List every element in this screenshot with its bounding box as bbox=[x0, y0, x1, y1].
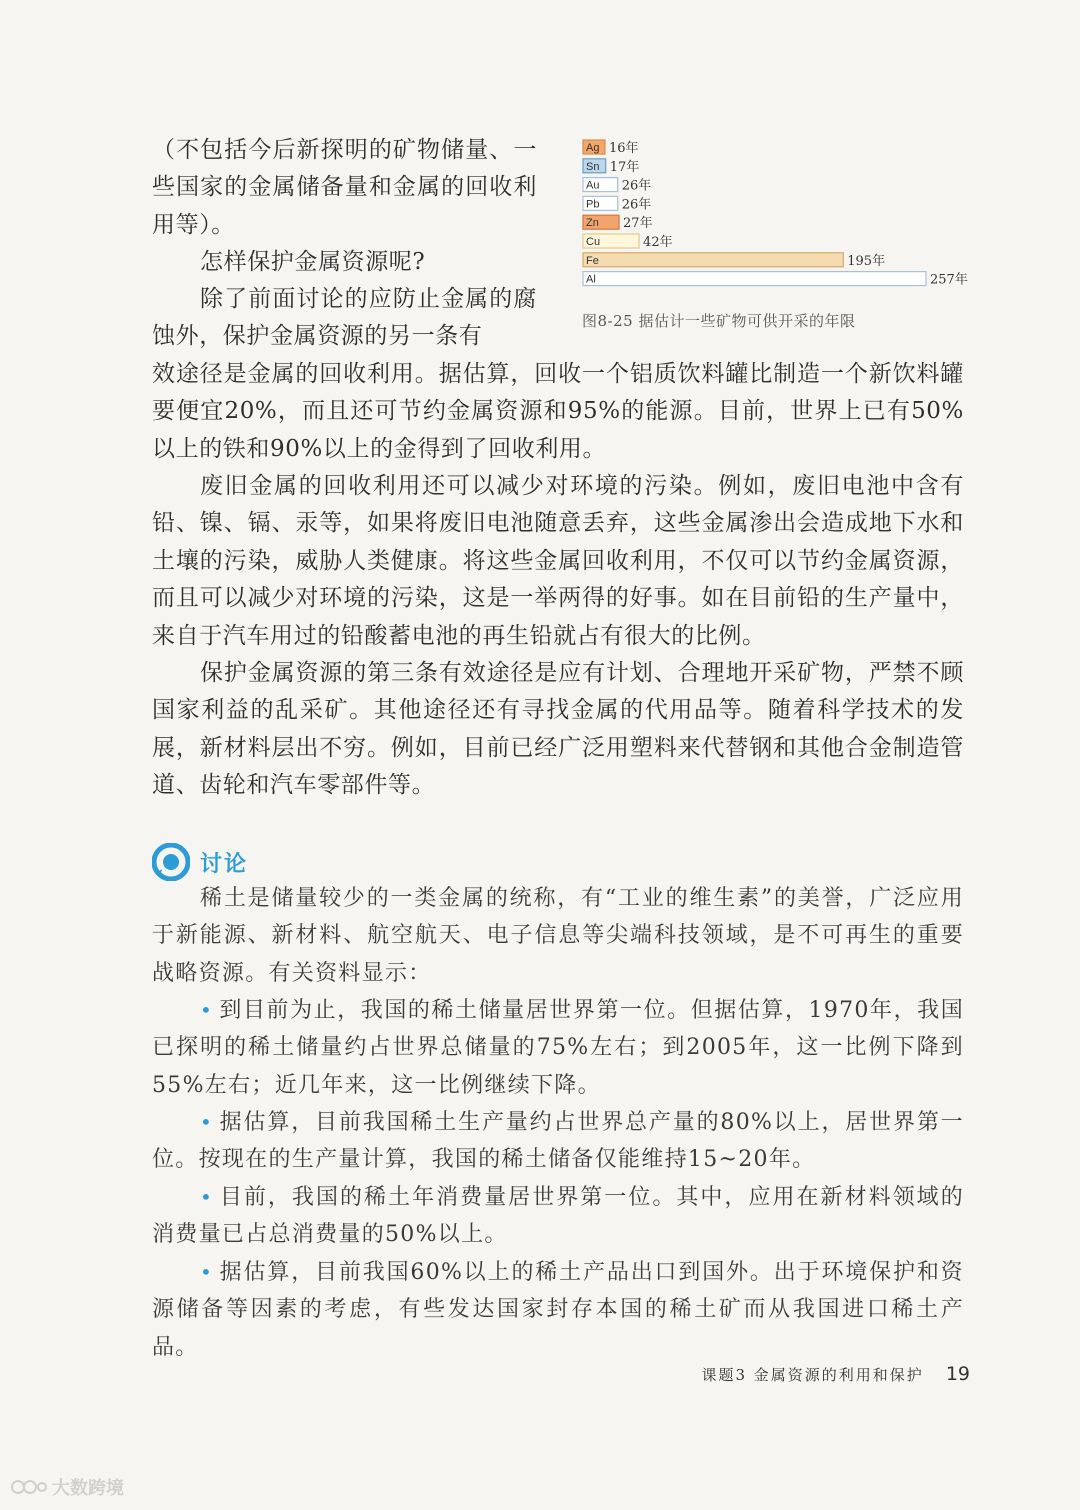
bullet-dot: • bbox=[200, 1260, 214, 1284]
bullet-text: 到目前为止，我国的稀土储量居世界第一位。但据估算，1970年，我国已探明的稀土储量约占世界总储量的75%左右；到2005年，这一比例下降到55%左右；近几年来，这一比例继续下降。 bbox=[152, 998, 964, 1098]
discussion-title: 讨论 bbox=[200, 851, 249, 877]
watermark-text: 大数跨境 bbox=[52, 1478, 124, 1499]
bar-al bbox=[583, 272, 926, 286]
paragraph-recycling: 效途径是金属的回收利用。据估算，回收一个铝质饮料罐比制造一个新饮料罐要便宜20%，而且还可节约金属资源和95%的能源。目前，世界上已有50%以上的铁和90%以上的金得到了回收利用。 bbox=[152, 361, 964, 462]
value-label-zn: 27年 bbox=[623, 216, 653, 232]
value-label-cu: 42年 bbox=[643, 235, 673, 250]
bar-label-zn: Zn bbox=[586, 217, 599, 230]
page-footer bbox=[701, 1363, 970, 1385]
bar-label-au: Au bbox=[586, 179, 600, 192]
bullet-text: 据估算，目前我国稀土生产量约占世界总产量的80%以上，居世界第一位。按现在的生产量计算，我国的稀土储备仅能维持15~20年。 bbox=[152, 1110, 964, 1173]
value-label-au: 26年 bbox=[621, 178, 652, 194]
discussion-bullet-1 bbox=[152, 992, 964, 1104]
paragraph-mining: 保护金属资源的第三条有效途径是应有计划、合理地开采矿物，严禁不顾国家利益的乱采矿。其他途径还有寻找金属的代用品等。随着科学技术的发展，新材料层出不穷。例如，目前已经广泛用塑料来代替钢和其他合金制造管道、齿轮和汽车零部件等。 bbox=[152, 660, 964, 799]
discussion-header bbox=[152, 842, 248, 882]
bar-fe bbox=[583, 253, 843, 267]
bar-label-cu: Cu bbox=[586, 236, 601, 248]
paragraph-pollution: 废旧金属的回收利用还可以减少对环境的污染。例如，废旧电池中含有铅、镍、镉、汞等，如果将废旧电池随意丢弃，这些金属渗出会造成地下水和土壤的污染，威胁人类健康。将这些金属回收利用，不仅可以节约金属资源，而且可以减少对环境的污染，这是一举两得的好事。如在目前铅的生产量中，来自于汽车用过的铅酸蓄电池的再生铅就占有很大的比例。 bbox=[152, 473, 964, 649]
paragraph-intro: （不包括今后新探明的矿物储量、一些国家的金属储备量和金属的回收利用等）。 bbox=[152, 137, 537, 238]
paragraph-recycling-start: 除了前面讨论的应防止金属的腐蚀外，保护金属资源的另一条有 bbox=[152, 286, 537, 350]
bar-label-pb: Pb bbox=[586, 198, 600, 211]
bullet-dot: • bbox=[200, 998, 214, 1022]
value-label-al: 257年 bbox=[930, 272, 968, 288]
watermark bbox=[10, 1474, 124, 1500]
bullet-text: 据估算，目前我国60%以上的稀土产品出口到国外。出于环境保护和资源储备等因素的考虑，有些发达国家封存本国的稀土矿而从我国进口稀土产品。 bbox=[152, 1260, 964, 1360]
bar-label-ag: Ag bbox=[586, 142, 600, 154]
watermark-logo-icon bbox=[10, 1475, 48, 1499]
figure-caption: 图8-25 据估计一些矿物可供开采的年限 bbox=[582, 312, 856, 330]
discussion-bullet-3 bbox=[152, 1179, 964, 1254]
value-label-sn: 17年 bbox=[609, 159, 640, 175]
mineral-years-chart bbox=[580, 134, 1000, 334]
discussion-intro: 稀土是储量较少的一类金属的统称，有“工业的维生素”的美誉，广泛应用于新能源、新材料、航空航天、电子信息等尖端科技领域，是不可再生的重要战略资源。有关资料显示： bbox=[152, 886, 964, 986]
bar-label-sn: Sn bbox=[586, 160, 600, 173]
value-label-fe: 195年 bbox=[847, 253, 886, 269]
discussion-bullet-4 bbox=[152, 1254, 964, 1366]
bullet-dot: • bbox=[200, 1185, 214, 1209]
bullet-dot: • bbox=[200, 1110, 214, 1134]
paragraph-question: 怎样保护金属资源呢? bbox=[200, 249, 426, 275]
chapter-title: 课题3 金属资源的利用和保护 bbox=[701, 1366, 924, 1384]
bullet-text: 目前，我国的稀土年消费量居世界第一位。其中，应用在新材料领域的消费量已占总消费量的50%以上。 bbox=[152, 1185, 964, 1248]
value-label-ag: 16年 bbox=[609, 141, 639, 156]
discussion-icon bbox=[152, 843, 190, 881]
page-number: 19 bbox=[945, 1363, 970, 1385]
bar-label-al: Al bbox=[586, 273, 596, 286]
bar-label-fe: Fe bbox=[586, 254, 599, 267]
discussion-bullet-2 bbox=[152, 1104, 964, 1179]
value-label-pb: 26年 bbox=[621, 197, 652, 213]
